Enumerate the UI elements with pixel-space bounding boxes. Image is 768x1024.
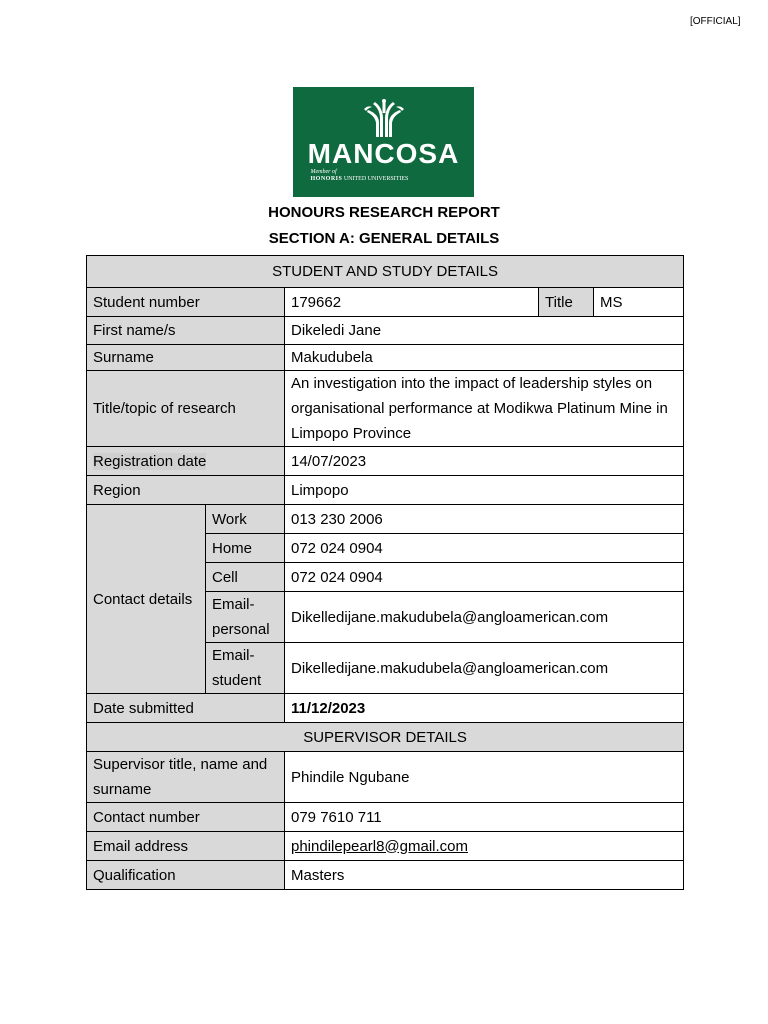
student-number-value: 179662 xyxy=(285,288,539,317)
table-row xyxy=(87,832,684,861)
section-title: SECTION A: GENERAL DETAILS xyxy=(268,230,500,247)
title-label: Title xyxy=(539,288,594,317)
topic-value: An investigation into the impact of leadership styles on organisational performance at Modikwa Platinum Mine in Limpopo Province xyxy=(285,371,684,447)
registration-date-label-text: Registration date xyxy=(93,452,207,470)
logo-network: HONORIS xyxy=(310,176,343,182)
table-row xyxy=(87,371,684,447)
title-value: MS xyxy=(594,288,684,317)
table-row xyxy=(87,476,684,505)
general-details-table xyxy=(86,255,684,890)
date-submitted-value: 11/12/2023 xyxy=(285,694,684,723)
surname-value: Makudubela xyxy=(285,345,684,371)
date-submitted-label: Date submitted xyxy=(87,694,285,723)
email-student-label: Email-student xyxy=(206,643,285,694)
email-student-value: Dikelledijane.makudubela@angloamerican.com xyxy=(285,643,684,694)
region-value: Limpopo xyxy=(285,476,684,505)
topic-label: Title/topic of research xyxy=(87,371,285,447)
email-personal-label: Email-personal xyxy=(206,592,285,643)
student-section-heading: STUDENT AND STUDY DETAILS xyxy=(87,256,684,288)
work-label: Work xyxy=(206,505,285,534)
mancosa-logo xyxy=(293,87,474,197)
email-address-link[interactable]: phindilepearl8@gmail.com xyxy=(285,832,684,861)
first-names-value: Dikeledi Jane xyxy=(285,317,684,345)
home-label: Home xyxy=(206,534,285,563)
table-row xyxy=(87,694,684,723)
table-row xyxy=(87,723,684,752)
qualification-value: Masters xyxy=(285,861,684,890)
supervisor-name-label: Supervisor title, name and surname xyxy=(87,752,285,803)
contact-details-label: Contact details xyxy=(87,505,206,694)
table-row xyxy=(87,752,684,803)
table-row xyxy=(87,317,684,345)
region-label: Region xyxy=(87,476,285,505)
registration-date-label xyxy=(87,447,285,476)
table-row xyxy=(87,345,684,371)
cell-label: Cell xyxy=(206,563,285,592)
table-row xyxy=(87,803,684,832)
table-row xyxy=(87,288,684,317)
table-row xyxy=(87,447,684,476)
email-address-label: Email address xyxy=(87,832,285,861)
logo-tagline xyxy=(311,169,457,183)
table-row xyxy=(87,505,684,534)
registration-date-value: 14/07/2023 xyxy=(285,447,684,476)
logo-member-of: Member of xyxy=(310,169,337,175)
surname-label: Surname xyxy=(87,345,285,371)
official-marking: [OFFICIAL] xyxy=(690,16,741,27)
work-value: 013 230 2006 xyxy=(285,505,684,534)
supervisor-section-heading: SUPERVISOR DETAILS xyxy=(87,723,684,752)
report-title: HONOURS RESEARCH REPORT xyxy=(268,204,500,221)
home-value: 072 024 0904 xyxy=(285,534,684,563)
email-personal-value: Dikelledijane.makudubela@angloamerican.com xyxy=(285,592,684,643)
cell-value: 072 024 0904 xyxy=(285,563,684,592)
supervisor-name-value: Phindile Ngubane xyxy=(285,752,684,803)
contact-number-label: Contact number xyxy=(87,803,285,832)
contact-number-value: 079 7610 711 xyxy=(285,803,684,832)
logo-network-rest: UNITED UNIVERSITIES xyxy=(343,176,409,182)
table-row xyxy=(87,256,684,288)
student-number-label: Student number xyxy=(87,288,285,317)
logo-wordmark: MANCOSA xyxy=(307,138,460,169)
first-names-label: First name/s xyxy=(87,317,285,345)
qualification-label: Qualification xyxy=(87,861,285,890)
table-row xyxy=(87,861,684,890)
tree-logo-icon xyxy=(362,99,406,137)
